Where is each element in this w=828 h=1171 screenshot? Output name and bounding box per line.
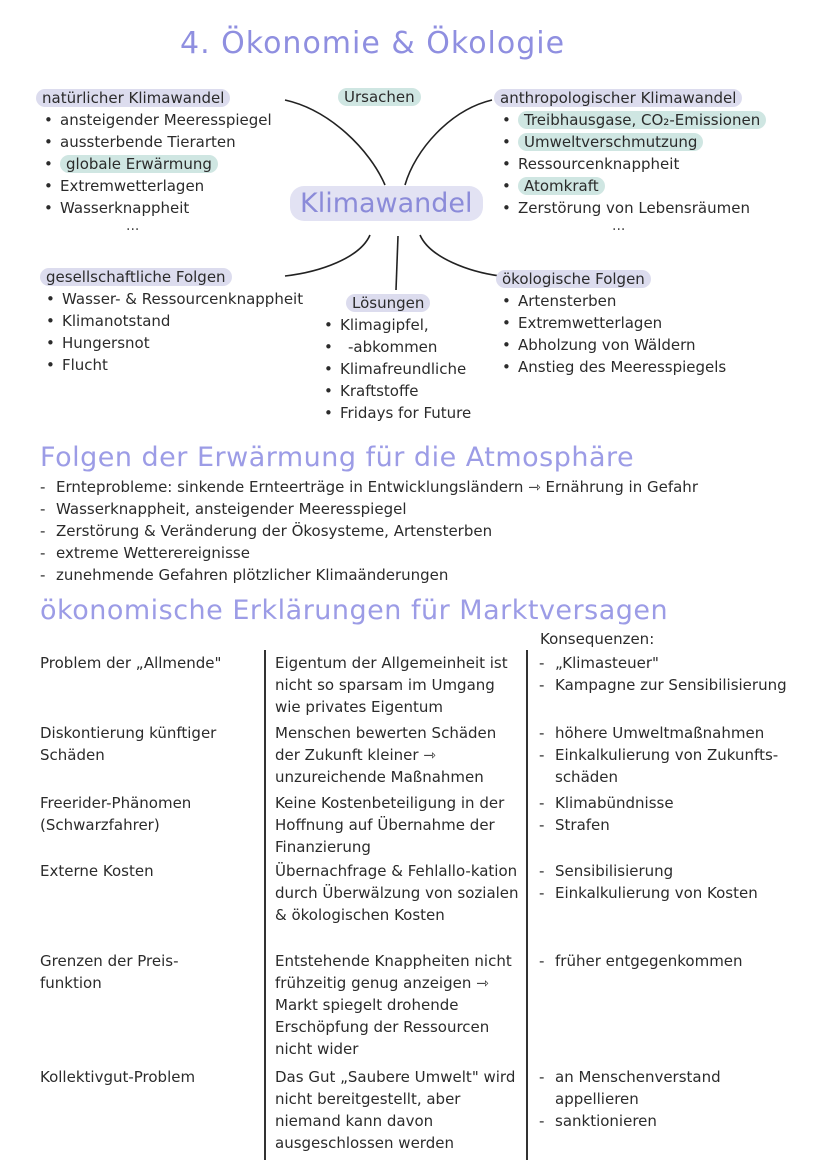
problem-cell: Freerider-Phänomen (Schwarzfahrer) bbox=[40, 794, 192, 834]
solutions bbox=[322, 292, 471, 424]
list-item: • Treibhausgase, CO₂-Emissionen bbox=[500, 109, 766, 131]
consequences-cell: - Sensibilisierung - Einkalkulierung von Kosten bbox=[535, 860, 805, 904]
column-divider-right bbox=[526, 650, 528, 1160]
list-item: - Zerstörung & Veränderung der Ökosysteme, Artensterben bbox=[36, 520, 698, 542]
list-item: • -abkommen bbox=[322, 336, 471, 358]
column-divider-left bbox=[264, 650, 266, 1160]
explanation-cell: Menschen bewerten Schäden der Zukunft kleiner ⇾ unzureichende Maßnahmen bbox=[275, 724, 497, 786]
ellipsis: ... bbox=[126, 218, 140, 234]
market-heading: ökonomische Erklärungen für Marktversagen bbox=[40, 595, 669, 626]
problem-cell: Problem der „Allmende" bbox=[40, 654, 222, 672]
explanation-cell: Keine Kostenbeteiligung in der Hoffnung auf Übernahme der Finanzierung bbox=[275, 794, 505, 856]
list-item: - zunehmende Gefahren plötzlicher Klimaänderungen bbox=[36, 564, 698, 586]
anthro-heading: anthropologischer Klimawandel bbox=[494, 89, 742, 107]
list-item: • Umweltverschmutzung bbox=[500, 131, 766, 153]
explanation-cell: Eigentum der Allgemeinheit ist nicht so sparsam im Umgang wie privates Eigentum bbox=[275, 654, 508, 716]
consequences-cell: - Klimabündnisse - Strafen bbox=[535, 792, 805, 836]
list-item: • Flucht bbox=[44, 354, 303, 376]
page-title: 4. Ökonomie & Ökologie bbox=[180, 26, 566, 61]
consequences-cell: - „Klimasteuer" - Kampagne zur Sensibilisierung bbox=[535, 652, 805, 696]
connector-bottom-center bbox=[396, 236, 398, 290]
social-consequences bbox=[40, 266, 303, 376]
consequences-cell: - an Menschenverstand appellieren - sanktionieren bbox=[535, 1066, 805, 1132]
list-item: - extreme Wetterereignisse bbox=[36, 542, 698, 564]
list-item: • Wasser- & Ressourcenknappheit bbox=[44, 288, 303, 310]
list-item: • Zerstörung von Lebensräumen bbox=[500, 197, 766, 219]
consequences-cell: - früher entgegenkommen bbox=[535, 950, 805, 972]
consequences-label: Konsequenzen: bbox=[540, 630, 655, 648]
list-item: • Extremwetterlagen bbox=[42, 175, 272, 197]
consequences-cell: - höhere Umweltmaßnahmen - Einkalkulierung von Zukunfts-schäden bbox=[535, 722, 805, 788]
list-item: • Wasserknappheit bbox=[42, 197, 272, 219]
problem-cell: Kollektivgut-Problem bbox=[40, 1068, 196, 1086]
eco-heading: ökologische Folgen bbox=[496, 270, 651, 288]
list-item: • Ressourcenknappheit bbox=[500, 153, 766, 175]
list-item: • ansteigender Meeresspiegel bbox=[42, 109, 272, 131]
center-topic: Klimawandel bbox=[290, 188, 483, 219]
list-item: • Klimanotstand bbox=[44, 310, 303, 332]
list-item: • Fridays for Future bbox=[322, 402, 471, 424]
list-item: • globale Erwärmung bbox=[42, 153, 272, 175]
anthropological-climate-change bbox=[494, 87, 766, 233]
connector-top-left bbox=[285, 100, 385, 185]
connector-top-right bbox=[405, 100, 492, 185]
ellipsis: ... bbox=[612, 218, 626, 234]
list-item: • Hungersnot bbox=[44, 332, 303, 354]
natural-climate-change bbox=[36, 87, 272, 233]
explanation-cell: Das Gut „Saubere Umwelt" wird nicht bereitgestellt, aber niemand kann davon ausgeschlossen werden bbox=[275, 1068, 516, 1152]
social-heading: gesellschaftliche Folgen bbox=[40, 268, 232, 286]
list-item: - Wasserknappheit, ansteigender Meeresspiegel bbox=[36, 498, 698, 520]
ecological-consequences bbox=[496, 268, 726, 378]
connector-bottom-right bbox=[420, 235, 500, 276]
list-item: • Atomkraft bbox=[500, 175, 766, 197]
list-item: • Kraftstoffe bbox=[322, 380, 471, 402]
list-item: • Klimafreundliche bbox=[322, 358, 471, 380]
list-item: • Artensterben bbox=[500, 290, 726, 312]
problem-cell: Externe Kosten bbox=[40, 862, 154, 880]
explanation-cell: Übernachfrage & Fehlallo-kation durch Überwälzung von sozialen & ökologischen Kosten bbox=[275, 862, 519, 924]
list-item: • Anstieg des Meeresspiegels bbox=[500, 356, 726, 378]
causes-label: Ursachen bbox=[338, 86, 421, 108]
problem-cell: Grenzen der Preis-funktion bbox=[40, 952, 179, 992]
list-item: • Extremwetterlagen bbox=[500, 312, 726, 334]
atmosphere-list bbox=[36, 476, 698, 586]
list-item: • aussterbende Tierarten bbox=[42, 131, 272, 153]
explanation-cell: Entstehende Knappheiten nicht frühzeitig genug anzeigen ⇾ Markt spiegelt drohende Erschöpfung der Ressourcen nicht wider bbox=[275, 952, 512, 1058]
natural-heading: natürlicher Klimawandel bbox=[36, 89, 230, 107]
list-item: - Ernteprobleme: sinkende Ernteerträge in Entwicklungsländern ⇾ Ernährung in Gefahr bbox=[36, 476, 698, 498]
list-item: • Abholzung von Wäldern bbox=[500, 334, 726, 356]
atmosphere-heading: Folgen der Erwärmung für die Atmosphäre bbox=[40, 442, 635, 473]
solutions-heading: Lösungen bbox=[346, 294, 430, 312]
list-item: • Klimagipfel, bbox=[322, 314, 471, 336]
problem-cell: Diskontierung künftiger Schäden bbox=[40, 724, 217, 764]
